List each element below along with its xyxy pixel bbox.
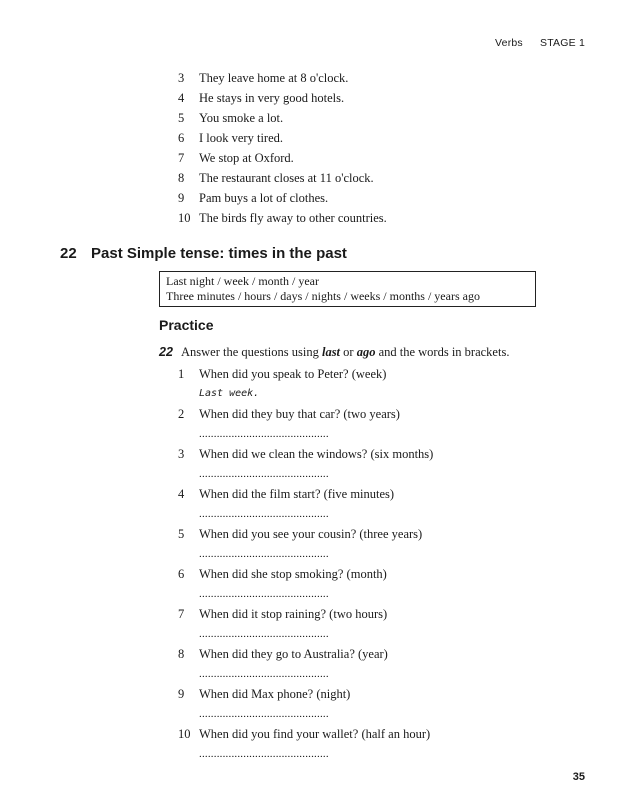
answer-line[interactable]: ............................................ bbox=[199, 508, 329, 520]
item-text: You smoke a lot. bbox=[199, 111, 284, 125]
question-list bbox=[178, 365, 433, 765]
question-item bbox=[178, 605, 433, 645]
item-number: 10 bbox=[178, 211, 191, 225]
answer-line[interactable]: ............................................ bbox=[199, 628, 329, 640]
question-number: 10 bbox=[178, 727, 191, 741]
question-number: 5 bbox=[178, 527, 185, 541]
list-item bbox=[178, 68, 387, 88]
list-item bbox=[178, 108, 387, 128]
question-item bbox=[178, 365, 433, 405]
practice-heading: Practice bbox=[159, 317, 214, 333]
list-item bbox=[178, 168, 387, 188]
question-number: 4 bbox=[178, 487, 185, 501]
question-number: 3 bbox=[178, 447, 185, 461]
item-text: Pam buys a lot of clothes. bbox=[199, 191, 329, 205]
item-number: 6 bbox=[178, 131, 185, 145]
answer-line[interactable]: ............................................ bbox=[199, 588, 329, 600]
question-text: When did you see your cousin? (three years) bbox=[199, 527, 423, 541]
grammar-box-line: Last night / week / month / year bbox=[166, 274, 319, 288]
list-item bbox=[178, 188, 387, 208]
question-item bbox=[178, 445, 433, 485]
section-number: 22 bbox=[60, 245, 77, 262]
item-number: 7 bbox=[178, 151, 185, 165]
item-number: 4 bbox=[178, 91, 185, 105]
answer-line[interactable]: ............................................ bbox=[199, 668, 329, 680]
keyword-ago: ago bbox=[356, 345, 376, 359]
item-number: 3 bbox=[178, 71, 185, 85]
question-text: When did they go to Australia? (year) bbox=[199, 647, 388, 661]
list-item bbox=[178, 148, 387, 168]
list-item bbox=[178, 128, 387, 148]
question-item bbox=[178, 725, 433, 765]
instruction-text-post: and the words in brackets. bbox=[375, 345, 510, 359]
item-number: 9 bbox=[178, 191, 185, 205]
answer-line[interactable]: ............................................ bbox=[199, 708, 329, 720]
list-item bbox=[178, 208, 387, 228]
item-text: The restaurant closes at 11 o'clock. bbox=[199, 171, 374, 185]
question-text: When did you find your wallet? (half an hour) bbox=[199, 727, 431, 741]
running-header bbox=[495, 37, 585, 49]
header-stage: STAGE 1 bbox=[540, 37, 585, 49]
exercise-instruction bbox=[159, 345, 509, 360]
answer-line[interactable]: ............................................ bbox=[199, 748, 329, 760]
question-item bbox=[178, 685, 433, 725]
answer-line[interactable]: ............................................ bbox=[199, 468, 329, 480]
exercise-number: 22 bbox=[159, 345, 173, 359]
list-item bbox=[178, 88, 387, 108]
instruction-text-mid: or bbox=[340, 345, 357, 359]
section-heading bbox=[60, 245, 347, 262]
question-number: 2 bbox=[178, 407, 185, 421]
item-text: The birds fly away to other countries. bbox=[199, 211, 387, 225]
question-number: 7 bbox=[178, 607, 185, 621]
item-text: They leave home at 8 o'clock. bbox=[199, 71, 349, 85]
item-text: I look very tired. bbox=[199, 131, 284, 145]
grammar-box bbox=[159, 271, 536, 307]
question-text: When did you speak to Peter? (week) bbox=[199, 367, 387, 381]
question-item bbox=[178, 565, 433, 605]
header-chapter: Verbs bbox=[495, 37, 523, 49]
question-item bbox=[178, 645, 433, 685]
question-text: When did we clean the windows? (six months) bbox=[199, 447, 434, 461]
item-text: He stays in very good hotels. bbox=[199, 91, 345, 105]
question-number: 6 bbox=[178, 567, 185, 581]
answer-line[interactable]: ............................................ bbox=[199, 428, 329, 440]
section-title: Past Simple tense: times in the past bbox=[91, 245, 347, 262]
item-number: 8 bbox=[178, 171, 185, 185]
item-number: 5 bbox=[178, 111, 185, 125]
instruction-text-pre: Answer the questions using bbox=[181, 345, 322, 359]
question-text: When did the film start? (five minutes) bbox=[199, 487, 395, 501]
question-text: When did it stop raining? (two hours) bbox=[199, 607, 388, 621]
page-number: 35 bbox=[572, 771, 585, 783]
example-answer: Last week. bbox=[199, 388, 260, 399]
question-number: 9 bbox=[178, 687, 185, 701]
question-item bbox=[178, 485, 433, 525]
question-number: 8 bbox=[178, 647, 185, 661]
question-text: When did she stop smoking? (month) bbox=[199, 567, 387, 581]
question-text: When did they buy that car? (two years) bbox=[199, 407, 400, 421]
question-number: 1 bbox=[178, 367, 185, 381]
grammar-box-line: Three minutes / hours / days / nights / weeks / months / years ago bbox=[166, 288, 480, 303]
answer-line[interactable]: ............................................ bbox=[199, 548, 329, 560]
question-item bbox=[178, 525, 433, 565]
question-text: When did Max phone? (night) bbox=[199, 687, 351, 701]
keyword-last: last bbox=[321, 345, 341, 359]
item-text: We stop at Oxford. bbox=[199, 151, 294, 165]
sentence-list bbox=[178, 68, 387, 228]
question-item bbox=[178, 405, 433, 445]
